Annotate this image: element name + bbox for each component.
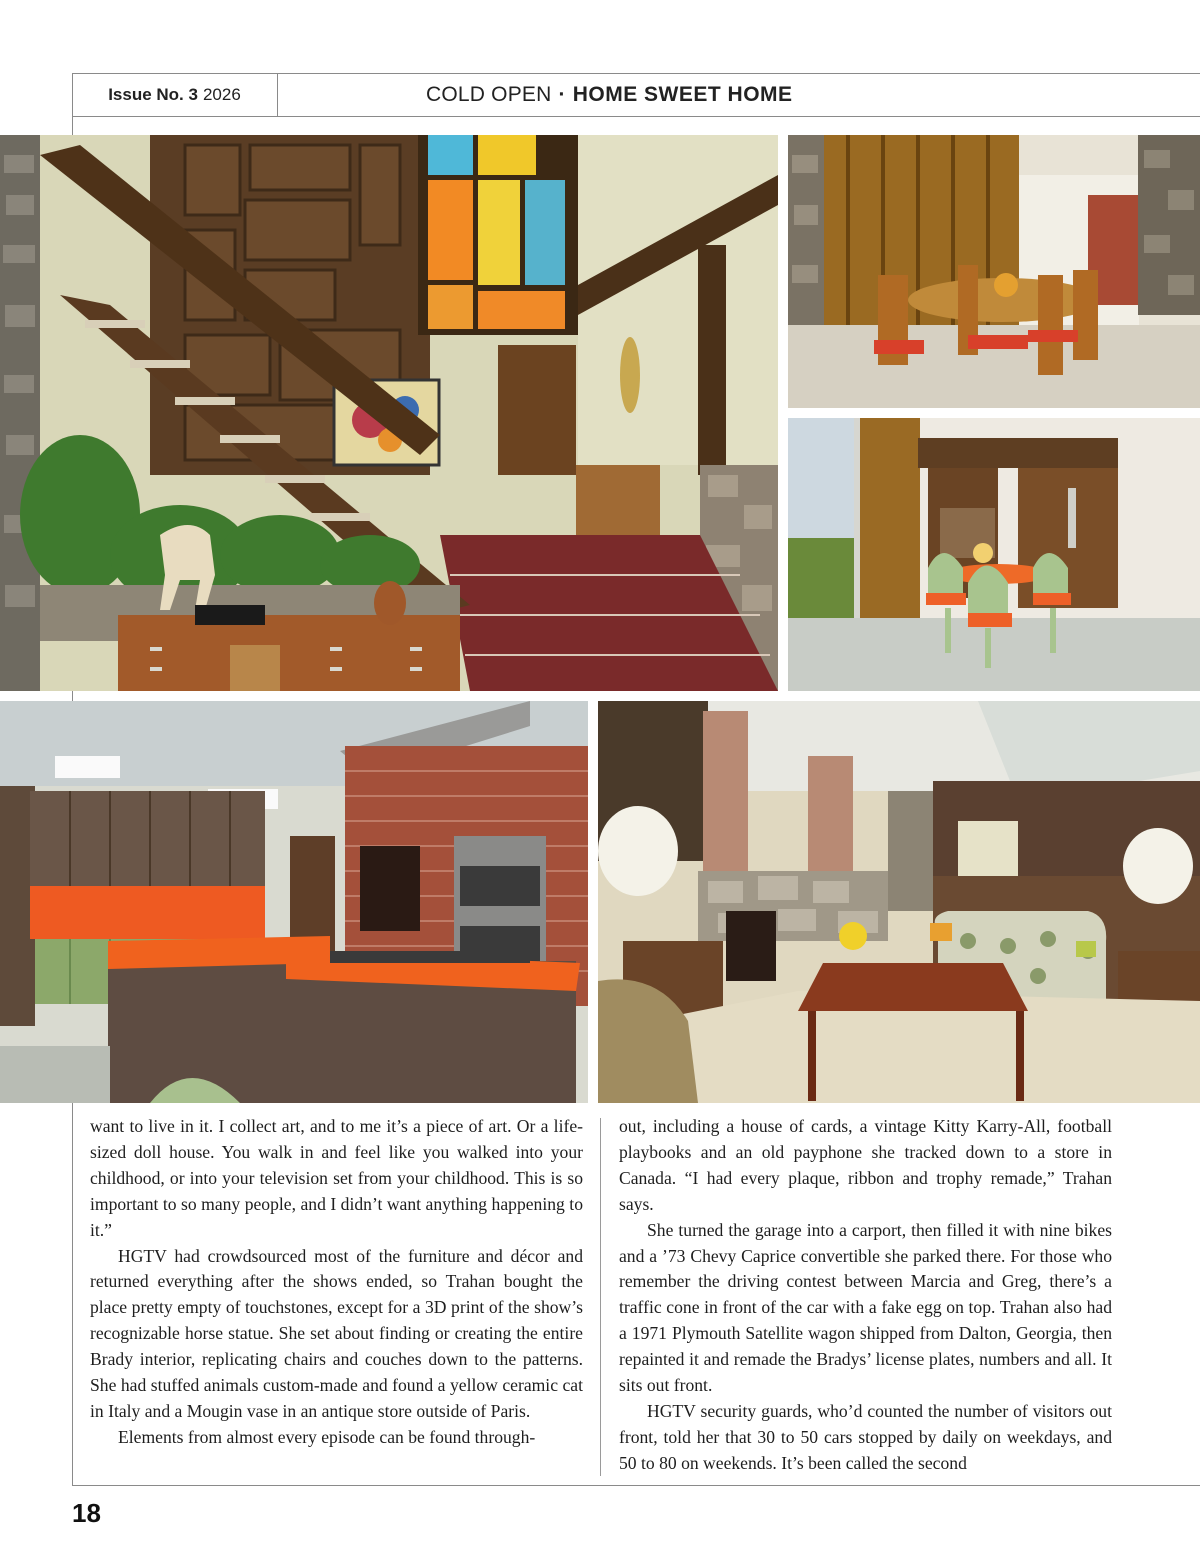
title-separator: · xyxy=(558,83,566,106)
issue-number: Issue No. 3 xyxy=(108,85,198,104)
column-divider xyxy=(600,1118,601,1476)
text-left-rule xyxy=(72,1103,73,1486)
section-title xyxy=(278,74,1200,116)
paragraph: She turned the garage into a carport, then filled it with nine bikes and a ’73 Chevy Caprice convertible she parked there. For those who remember the driving contest between Marcia and Greg, there’s a traffic cone in front of the car with a fake egg on top. Trahan also had a 1971 Plymouth Satellite wagon shipped from Dalton, Georgia, then repainted it and remade the Bradys’ license plates, numbers and all. It sits out front. xyxy=(619,1219,1112,1396)
photo-kitchen xyxy=(0,701,588,1103)
issue-year: 2026 xyxy=(202,85,241,104)
paragraph: HGTV had crowdsourced most of the furniture and décor and returned everything after the shows ended, so Trahan bought the place pretty empty of touchstones, except for a 3D print of the show’s recognizable horse statue. She set about finding or creating the entire Brady interior, replicating chairs and couches down to the patterns. She had stuffed animals custom-made and found a yellow ceramic cat in Italy and a Mougin vase in an antique store outside of Paris. xyxy=(90,1245,583,1421)
header-bottom-rule xyxy=(72,116,1200,117)
paragraph: Elements from almost every episode can be found through- xyxy=(118,1426,536,1447)
photo-family-room xyxy=(598,701,1200,1103)
photo-kitchen-nook xyxy=(788,418,1200,691)
issue-label xyxy=(72,74,277,116)
section-name: COLD OPEN xyxy=(426,83,552,106)
page-number: 18 xyxy=(72,1498,101,1528)
paragraph: want to live in it. I collect art, and to me it’s a piece of art. Or a life-sized doll house. You walk in and feel like you walked into your childhood, or into your television set from your childhood. This is so important to so many people, and I didn’t want anything happening to it.” xyxy=(90,1116,583,1240)
story-title: HOME SWEET HOME xyxy=(572,83,793,106)
paragraph: out, including a house of cards, a vintage Kitty Karry-All, football playbooks and an old payphone she tracked down to a store in Canada. “I had every plaque, ribbon and trophy remade,” Trahan says. xyxy=(619,1116,1112,1214)
article-column-1 xyxy=(90,1114,583,1451)
article-column-2 xyxy=(619,1114,1112,1477)
footer-rule xyxy=(72,1485,1200,1486)
photo-dining-room xyxy=(788,135,1200,408)
photo-staircase xyxy=(0,135,778,691)
paragraph: HGTV security guards, who’d counted the number of visitors out front, told her that 30 to 50 cars stopped by daily on weekdays, and 50 to 80 on weekends. It’s been called the second xyxy=(619,1400,1112,1473)
